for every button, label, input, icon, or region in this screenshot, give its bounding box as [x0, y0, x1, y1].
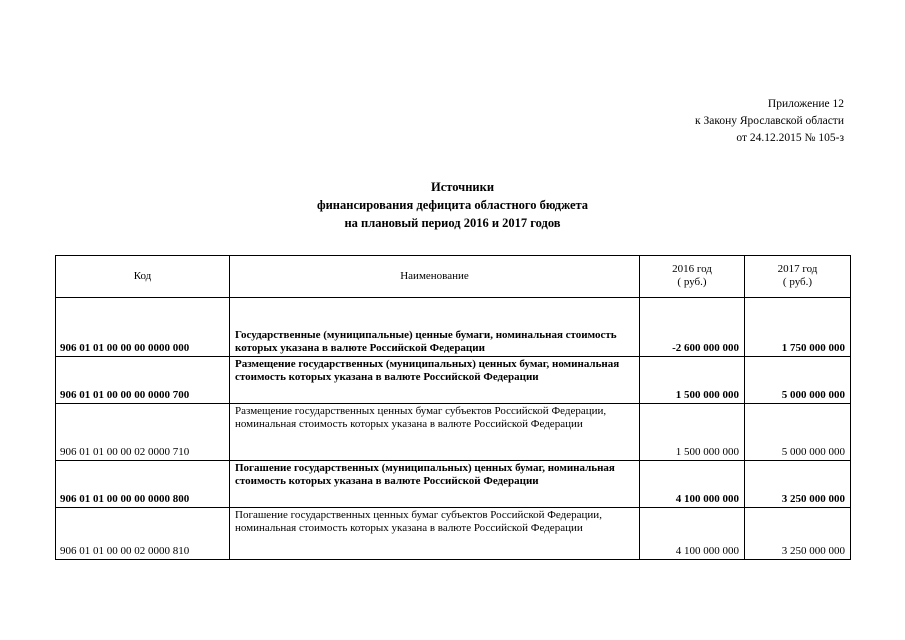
header-2017-unit: ( руб.): [782, 276, 813, 288]
appendix-number: Приложение 12: [767, 98, 844, 110]
row-amount-2017: 5 000 000 000: [745, 404, 851, 461]
table-row: [56, 357, 851, 404]
row-amount-2017: 5 000 000 000: [745, 357, 851, 404]
row-amount-2017: 3 250 000 000: [745, 461, 851, 508]
row-amount-2016: 4 100 000 000: [640, 461, 745, 508]
table-row: [56, 298, 851, 357]
table-header-row: [56, 256, 851, 298]
appendix-law: к Закону Ярославской области: [695, 115, 844, 127]
appendix-note: [695, 96, 844, 147]
row-code: 906 01 01 00 00 02 0000 710: [56, 404, 230, 461]
row-code: 906 01 01 00 00 00 0000 000: [56, 298, 230, 357]
row-name: Государственные (муниципальные) ценные бумаги, номинальная стоимость которых указана в валюте Российской Федерации: [230, 298, 640, 357]
appendix-date: от 24.12.2015 № 105-з: [736, 132, 844, 144]
row-amount-2017: 1 750 000 000: [745, 298, 851, 357]
table-row: [56, 404, 851, 461]
title-line-1: Источники: [430, 180, 495, 194]
row-amount-2016: 1 500 000 000: [640, 357, 745, 404]
header-2016: [640, 256, 745, 298]
title-line-3: на плановый период 2016 и 2017 годов: [344, 216, 561, 230]
table-row: [56, 461, 851, 508]
row-name: Погашение государственных (муниципальных) ценных бумаг, номинальная стоимость которых указана в валюте Российской Федерации: [230, 461, 640, 508]
row-name: Размещение государственных ценных бумаг субъектов Российской Федерации, номинальная стоимость которых указана в валюте Российской Федерации: [230, 404, 640, 461]
row-code: 906 01 01 00 00 00 0000 700: [56, 357, 230, 404]
header-name: Наименование: [230, 256, 640, 298]
row-amount-2016: -2 600 000 000: [640, 298, 745, 357]
table-row: [56, 508, 851, 560]
financing-sources-table: [55, 255, 851, 560]
row-code: 906 01 01 00 00 00 0000 800: [56, 461, 230, 508]
document-title: [0, 178, 905, 232]
row-name: Размещение государственных (муниципальных) ценных бумаг, номинальная стоимость которых указана в валюте Российской Федерации: [230, 357, 640, 404]
header-2017-year: 2017 год: [777, 263, 818, 275]
title-line-2: финансирования дефицита областного бюджета: [316, 198, 589, 212]
row-code: 906 01 01 00 00 02 0000 810: [56, 508, 230, 560]
row-amount-2017: 3 250 000 000: [745, 508, 851, 560]
row-amount-2016: 4 100 000 000: [640, 508, 745, 560]
row-name: Погашение государственных ценных бумаг субъектов Российской Федерации, номинальная стоимость которых указана в валюте Российской Федерации: [230, 508, 640, 560]
row-amount-2016: 1 500 000 000: [640, 404, 745, 461]
header-2016-unit: ( руб.): [677, 276, 707, 288]
header-2016-year: 2016 год: [672, 263, 712, 275]
header-2017: [745, 256, 851, 298]
header-code: Код: [56, 256, 230, 298]
